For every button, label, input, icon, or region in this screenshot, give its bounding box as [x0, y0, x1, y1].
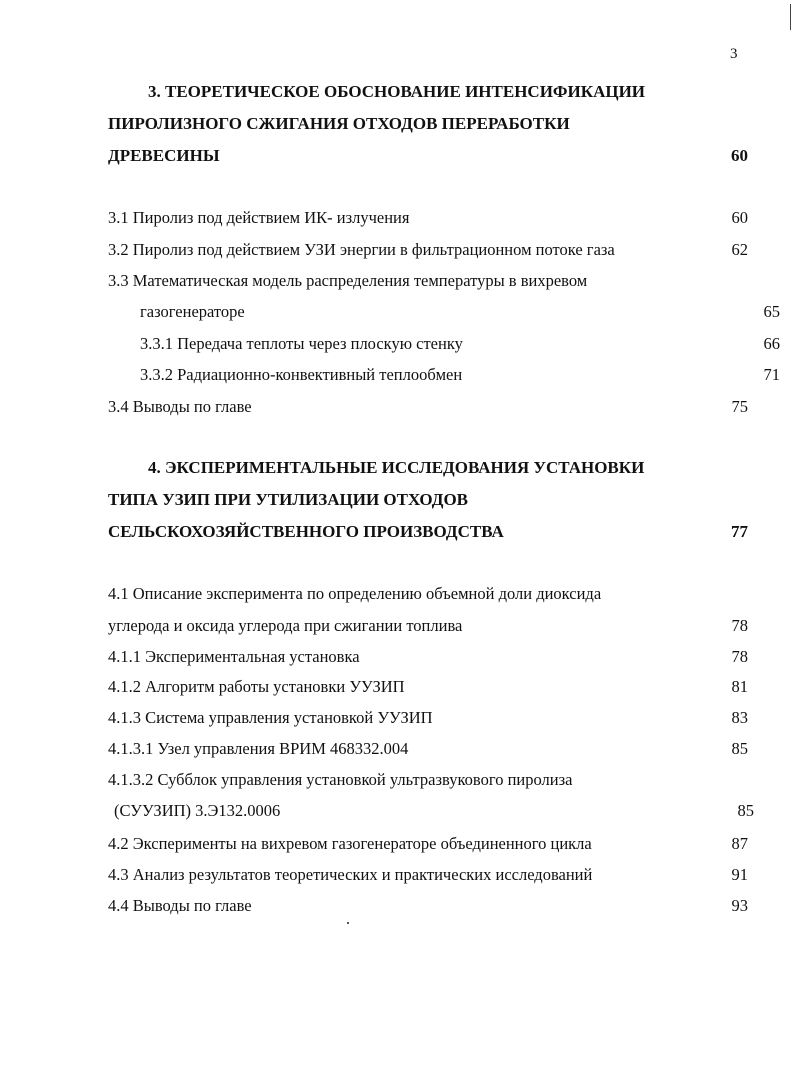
- chapter-3-title-line-3: [108, 146, 748, 166]
- toc-entry-text: 3.3 Математическая модель распределения температуры в вихревом: [108, 271, 588, 290]
- toc-entry-text: 3.1 Пиролиз под действием ИК- излучения: [108, 208, 410, 227]
- toc-entry-3-3: [108, 271, 748, 291]
- toc-entry-text: 3.2 Пиролиз под действием УЗИ энергии в фильтрационном потоке газа: [108, 240, 615, 259]
- chapter-4-title-line-2: ТИПА УЗИП ПРИ УТИЛИЗАЦИИ ОТХОДОВ: [108, 490, 469, 509]
- toc-entry-3-3-cont: [108, 302, 780, 322]
- toc-entry-3-3-2: [108, 365, 780, 385]
- toc-entry-text: газогенераторе: [140, 302, 245, 321]
- toc-entry-4-1-3: [108, 708, 748, 728]
- toc-entry-page: 71: [763, 365, 780, 384]
- page-number: 3: [730, 46, 738, 62]
- chapter-4-page: 77: [731, 522, 748, 541]
- toc-entry-page: 91: [731, 865, 748, 884]
- toc-entry-text: углерода и оксида углерода при сжигании топлива: [108, 616, 463, 635]
- toc-entry-page: 65: [763, 302, 780, 321]
- chapter-3-title-line-2: ПИРОЛИЗНОГО СЖИГАНИЯ ОТХОДОВ ПЕРЕРАБОТКИ: [108, 114, 570, 133]
- toc-entry-page: 66: [763, 334, 780, 353]
- scan-edge-mark: [790, 4, 791, 30]
- toc-entry-page: 87: [731, 834, 748, 853]
- toc-entry-page: 93: [731, 896, 748, 915]
- toc-entry-3-2: [108, 240, 748, 260]
- toc-entry-text: 4.1.1 Экспериментальная установка: [108, 647, 360, 666]
- chapter-4-title-line-3: [108, 522, 748, 542]
- toc-entry-4-1: [108, 584, 748, 604]
- chapter-4-title-line-1: 4. ЭКСПЕРИМЕНТАЛЬНЫЕ ИССЛЕДОВАНИЯ УСТАНОВКИ: [148, 458, 645, 477]
- toc-entry-4-1-3-1: [108, 739, 748, 759]
- toc-entry-page: 60: [731, 208, 748, 227]
- toc-entry-page: 85: [737, 801, 754, 820]
- toc-entry-page: 78: [731, 647, 748, 666]
- toc-entry-text: 3.3.1 Передача теплоты через плоскую стенку: [140, 334, 463, 353]
- toc-entry-4-3: [108, 865, 748, 885]
- toc-entry-3-1: [108, 208, 748, 228]
- toc-entry-page: 81: [731, 677, 748, 696]
- toc-entry-4-4: [108, 896, 748, 916]
- toc-entry-text: 3.3.2 Радиационно-конвективный теплообмен: [140, 365, 463, 384]
- toc-entry-4-1-3-2: [108, 770, 748, 790]
- toc-entry-text: (СУУЗИП) 3.Э132.0006: [114, 801, 281, 820]
- toc-entry-text: 4.3 Анализ результатов теоретических и практических исследований: [108, 865, 593, 884]
- chapter-3-title-line-1: 3. ТЕОРЕТИЧЕСКОЕ ОБОСНОВАНИЕ ИНТЕНСИФИКАЦИИ: [148, 82, 646, 101]
- toc-entry-text: 3.4 Выводы по главе: [108, 397, 252, 416]
- toc-entry-text: 4.1.2 Алгоритм работы установки УУЗИП: [108, 677, 405, 696]
- toc-entry-4-1-cont: [108, 616, 748, 636]
- chapter-3-title-text: ДРЕВЕСИНЫ: [108, 146, 220, 165]
- toc-entry-4-1-1: [108, 647, 748, 667]
- toc-entry-text: 4.1.3 Система управления установкой УУЗИП: [108, 708, 433, 727]
- toc-entry-4-1-2: [108, 677, 748, 697]
- toc-entry-text: 4.2 Эксперименты на вихревом газогенераторе объединенного цикла: [108, 834, 592, 853]
- toc-entry-page: 85: [731, 739, 748, 758]
- toc-entry-3-3-1: [108, 334, 780, 354]
- chapter-3-page: 60: [731, 146, 748, 165]
- toc-entry-text: 4.4 Выводы по главе: [108, 896, 252, 915]
- toc-entry-text: 4.1.3.2 Субблок управления установкой ультразвукового пиролиза: [108, 770, 573, 789]
- toc-entry-page: 75: [731, 397, 748, 416]
- toc-entry-page: 78: [731, 616, 748, 635]
- toc-entry-page: 62: [731, 240, 748, 259]
- chapter-4-title-text: СЕЛЬСКОХОЗЯЙСТВЕННОГО ПРОИЗВОДСТВА: [108, 522, 504, 541]
- toc-entry-page: 83: [731, 708, 748, 727]
- toc-entry-4-1-3-2-cont: [108, 801, 754, 821]
- toc-entry-4-2: [108, 834, 748, 854]
- toc-entry-3-4: [108, 397, 748, 417]
- toc-entry-text: 4.1.3.1 Узел управления ВРИМ 468332.004: [108, 739, 409, 758]
- toc-entry-text: 4.1 Описание эксперимента по определению объемной доли диоксида: [108, 584, 602, 603]
- scan-speck: [347, 922, 349, 924]
